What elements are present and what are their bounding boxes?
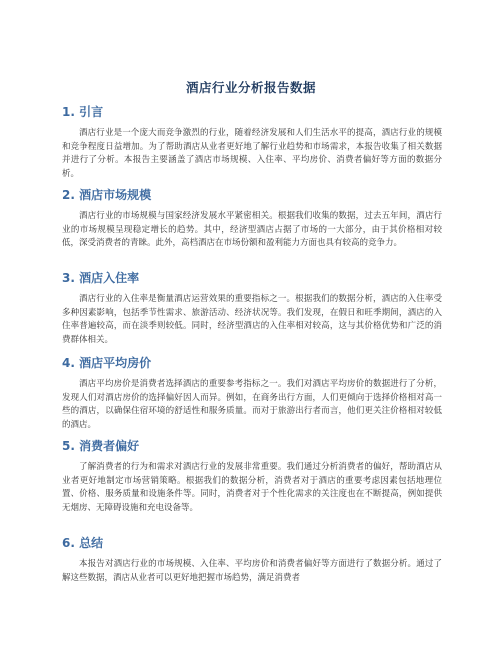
- section-paragraph: 酒店平均房价是消费者选择酒店的重要参考指标之一。我们对酒店平均房价的数据进行了分析，发现人们对酒店房价的选择偏好因人而异。例如，在商务出行方面，人们更倾向于选择价格相对高一些的酒店，以确保住宿环境的舒适性和服务质量。而对于旅游出行者而言，他们更关注价格相对较低的酒店。: [62, 379, 442, 430]
- section-consumer-preferences: [62, 439, 442, 515]
- section-paragraph: 了解消费者的行为和需求对酒店行业的发展非常重要。我们通过分析消费者的偏好，帮助酒店从业者更好地制定市场营销策略。根据我们的数据分析，消费者对于酒店的重要考虑因素包括地理位置、价格、服务质量和设施条件等。同时，消费者对于个性化需求的关注度也在不断提高，例如提供无烟房、无障碍设施和充电设备等。: [62, 462, 442, 513]
- section-market-size: [62, 188, 442, 251]
- section-heading: 4. 酒店平均房价: [62, 356, 152, 370]
- section-paragraph: 酒店行业的市场规模与国家经济发展水平紧密相关。根据我们收集的数据，过去五年间，酒店行业的市场规模呈现稳定增长的趋势。其中，经济型酒店占据了市场的一大部分，由于其价格相对较低，深受消费者的青睐。此外，高档酒店在市场份额和盈利能力方面也具有较高的竞争力。: [62, 211, 442, 248]
- section-introduction: [62, 105, 442, 181]
- document-title: 酒店行业分析报告数据: [185, 80, 316, 95]
- section-heading: 3. 酒店入住率: [62, 271, 140, 285]
- section-heading: 6. 总结: [62, 536, 104, 550]
- section-heading: 2. 酒店市场规模: [62, 188, 152, 202]
- section-summary: [62, 536, 442, 585]
- section-heading: 1. 引言: [62, 105, 104, 119]
- section-paragraph: 本报告对酒店行业的市场规模、入住率、平均房价和消费者偏好等方面进行了数据分析。通过了解这些数据，酒店从业者可以更好地把握市场趋势，满足消费者: [62, 559, 442, 583]
- section-paragraph: 酒店行业的入住率是衡量酒店运营效果的重要指标之一。根据我们的数据分析，酒店的入住率受多种因素影响，包括季节性需求、旅游活动、经济状况等。我们发现，在假日和旺季期间，酒店的入住率普遍较高，而在淡季则较低。同时，经济型酒店的入住率相对较高，这与其价格优势和广泛的消费群体相关。: [62, 294, 442, 345]
- section-occupancy-rate: [62, 271, 442, 347]
- section-heading: 5. 消费者偏好: [62, 439, 140, 453]
- section-paragraph: 酒店行业是一个庞大而竞争激烈的行业，随着经济发展和人们生活水平的提高，酒店行业的规模和竞争程度日益增加。为了帮助酒店从业者更好地了解行业趋势和市场需求，本报告收集了相关数据并进行了分析。本报告主要涵盖了酒店市场规模、入住率、平均房价、消费者偏好等方面的数据分析。: [62, 128, 442, 179]
- section-average-room-price: [62, 356, 442, 432]
